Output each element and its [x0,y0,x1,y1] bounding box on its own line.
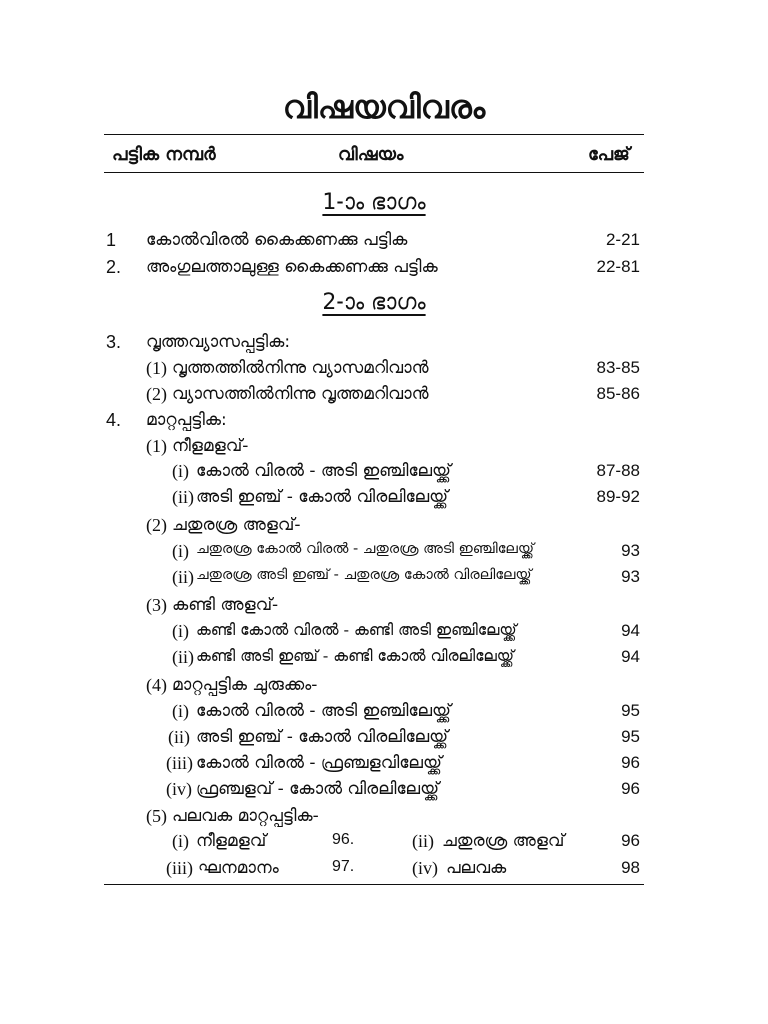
header-col-subject: വിഷയം [338,144,404,165]
group-3-item-1-index: (i) [172,621,189,641]
group-2-item-2-text: ചതുരശ്ര അടി ഇഞ്ച് - ചതുരശ്ര കോൽ വിരലിലേയ്ക്ക് [196,567,532,583]
group-4-item-3-page: 96 [621,753,640,772]
part1-heading: 1-ാം ഭാഗം [322,190,426,215]
group-3-index: (3) [146,595,167,615]
group-4-item-3-index: (iii) [166,753,193,773]
footer-rule [104,884,644,885]
group-3-text: കണ്ടി അളവ്- [172,595,279,615]
group-4-item-2-index: (ii) [168,727,190,747]
group-2-item-1-page: 93 [621,541,640,560]
header-col-page: പേജ് [588,144,630,165]
header-top-rule [104,134,644,135]
group-5-item-1-text: നീളമളവ് [196,831,267,851]
group-2-index: (2) [146,515,167,535]
group-3-item-2-page: 94 [621,647,640,666]
header-bottom-rule [104,172,644,173]
group-5-item-3-text: ഘനമാനം [198,858,279,878]
group-2-item-2-page: 93 [621,567,640,586]
entry-4-text: മാറ്റപ്പട്ടിക: [146,410,227,430]
group-1-item-2-page: 89-92 [596,487,640,506]
group-3-item-2-text: കണ്ടി അടി ഇഞ്ച് - കണ്ടി കോൽ വിരലിലേയ്ക്ക് [196,647,514,665]
entry-1-text: കോൽവിരൽ കൈക്കണക്കു പട്ടിക [146,230,408,250]
group-4-item-2-text: അടി ഇഞ്ച് - കോൽ വിരലിലേയ്ക്ക് [196,727,449,747]
group-3-item-1-text: കണ്ടി കോൽ വിരൽ - കണ്ടി അടി ഇഞ്ചിലേയ്ക്ക് [196,621,517,639]
group-5-item-1-index: (i) [172,831,189,851]
entry-3-text: വൃത്തവ്യാസപ്പട്ടിക: [146,332,291,352]
group-5-item-3-page: 97. [332,858,355,875]
group-5-text: പലവക മാറ്റപ്പട്ടിക- [172,806,319,826]
entry-1-page: 2-21 [605,230,640,249]
group-4-item-4-page: 96 [621,779,640,798]
group-5-item-3-index: (iii) [166,858,193,878]
group-5-item-1-page: 96. [332,831,355,848]
entry-3-2-text: വ്യാസത്തിൽനിന്നു വൃത്തമറിവാൻ [172,384,429,404]
entry-1-number: 1 [106,230,117,250]
group-1-index: (1) [146,436,167,456]
header-col-number: പട്ടിക നമ്പർ [112,144,216,165]
group-2-item-1-index: (i) [172,541,189,561]
entry-3-2-page: 85-86 [596,384,640,403]
page-title: വിഷയവിവരം [282,88,486,126]
group-1-item-2-index: (ii) [172,487,194,507]
group-4-item-2-page: 95 [621,727,640,746]
group-4-index: (4) [146,675,167,695]
group-4-item-3-text: കോൽ വിരൽ - ഫ്രഞ്ചളവിലേയ്ക്ക് [196,753,442,773]
group-1-item-1-text: കോൽ വിരൽ - അടി ഇഞ്ചിലേയ്ക്ക് [196,461,451,481]
group-5-item-2-index: (ii) [412,831,434,851]
group-4-item-1-text: കോൽ വിരൽ - അടി ഇഞ്ചിലേയ്ക്ക് [196,701,451,721]
group-2-item-2-index: (ii) [172,567,194,587]
group-2-item-1-text: ചതുരശ്ര കോൽ വിരൽ - ചതുരശ്ര അടി ഇഞ്ചിലേയ്ക്ക് [196,541,534,557]
group-4-item-4-text: ഫ്രഞ്ചളവ് - കോൽ വിരലിലേയ്ക്ക് [196,779,439,799]
part2-heading: 2-ാം ഭാഗം [322,290,426,315]
entry-2-number: 2. [106,257,122,277]
group-4-item-1-page: 95 [621,701,640,720]
group-5-item-4-text: പലവക [446,858,507,878]
group-1-text: നീളമളവ്- [172,436,249,456]
entry-2-text: അംഗുലത്താലുള്ള കൈക്കണക്കു പട്ടിക [146,257,438,277]
group-4-item-4-index: (iv) [166,779,192,799]
group-5-index: (5) [146,806,167,826]
group-3-item-1-page: 94 [621,621,640,640]
entry-3-1-page: 83-85 [596,358,640,377]
group-4-item-1-index: (i) [172,701,189,721]
entry-2-page: 22-81 [596,257,640,276]
entry-3-1-index: (1) [146,358,167,378]
group-1-item-2-text: അടി ഇഞ്ച് - കോൽ വിരലിലേയ്ക്ക് [196,487,449,507]
group-3-item-2-index: (ii) [172,647,194,667]
entry-3-1-text: വൃത്തത്തിൽനിന്നു വ്യാസമറിവാൻ [172,358,429,378]
group-4-text: മാറ്റപ്പട്ടിക ചുരുക്കം- [172,675,318,695]
entry-3-2-index: (2) [146,384,167,404]
entry-4-number: 4. [106,410,122,430]
group-5-item-2-text: ചതുരശ്ര അളവ് [442,831,565,851]
group-5-item-2-page: 96 [621,831,640,850]
entry-3-number: 3. [106,332,122,352]
group-5-item-4-index: (iv) [412,858,438,878]
group-5-item-4-page: 98 [621,858,640,877]
group-1-item-1-page: 87-88 [596,461,640,480]
group-1-item-1-index: (i) [172,461,189,481]
group-2-text: ചതുരശ്ര അളവ്- [172,515,301,535]
